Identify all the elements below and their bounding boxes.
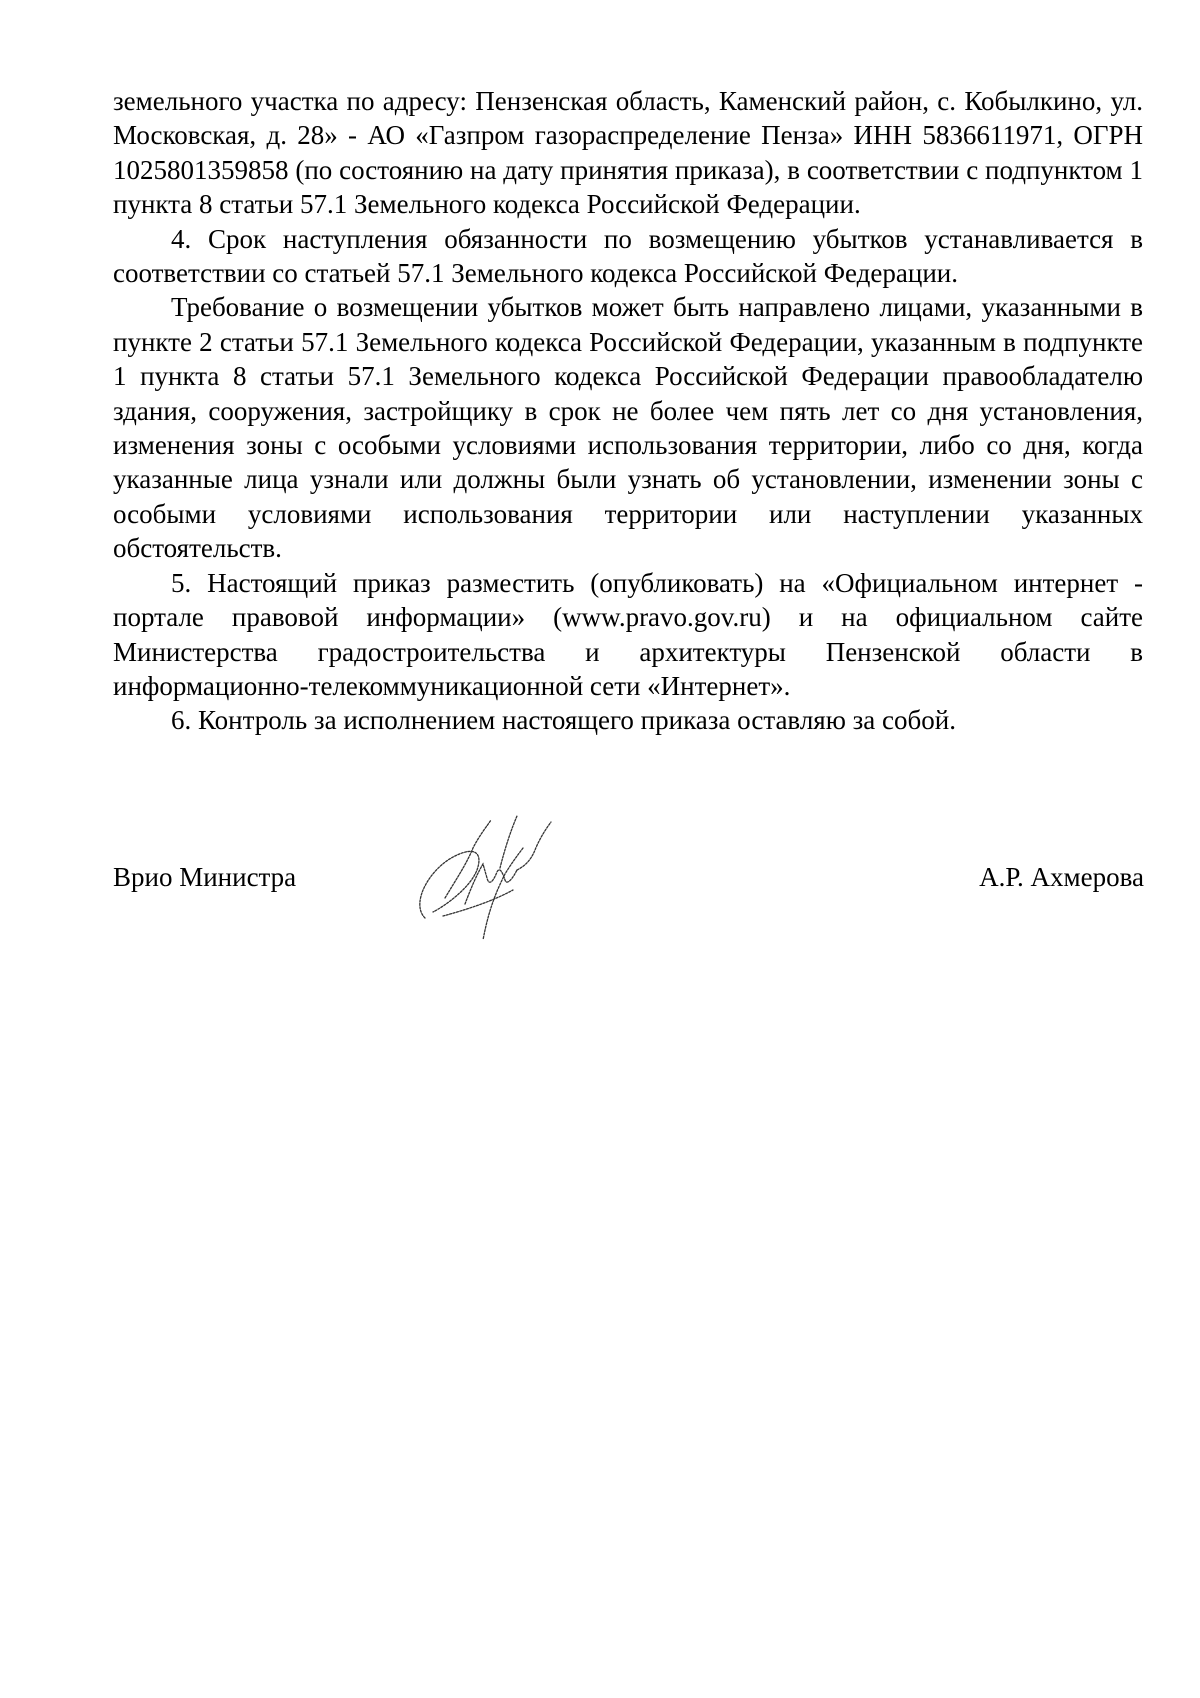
paragraph-item-4: 4. Срок наступления обязанности по возмещению убытков устанавливается в соответствии со статьей 57.1 Земельного кодекса Российской Федерации. — [113, 223, 1143, 289]
paragraph-item-5: 5. Настоящий приказ разместить (опубликовать) на «Официальном интернет - портале правовой информации» (www.pravo.gov.ru) и на официальном сайте Министерства градостроительства и архитектуры Пензенской области в информационно-телекоммуникационной сети «Интернет». — [113, 567, 1143, 701]
paragraph-continuation: земельного участка по адресу: Пензенская область, Каменский район, с. Кобылкино, ул. Московская, д. 28» - АО «Газпром газораспределение Пенза» ИНН 5836611971, ОГРН 1025801359858 (по состоянию на дату принятия приказа), в соответствии с подпунктом 1 пункта 8 статьи 57.1 Земельного кодекса Российской Федерации. — [113, 86, 1143, 220]
paragraph-damages-claim: Требование о возмещении убытков может быть направлено лицами, указанными в пункте 2 статьи 57.1 Земельного кодекса Российской Федерации, указанным в подпункте 1 пункта 8 статьи 57.1 Земельного кодекса Российской Федерации правообладателю здания, сооружения, застройщику в срок не более чем пять лет со дня установления, изменения зоны с особыми условиями использования территории, либо со дня, когда указанные лица узнали или должны были узнать об установлении, изменении зоны с особыми условиями использования территории или наступлении указанных обстоятельств. — [113, 292, 1143, 564]
signer-name: А.Р. Ахмерова — [979, 862, 1144, 892]
handwritten-signature — [405, 808, 585, 948]
paragraph-item-6: 6. Контроль за исполнением настоящего приказа оставляю за собой. — [171, 705, 956, 736]
signer-position-title: Врио Министра — [113, 862, 297, 892]
document-body — [113, 84, 1143, 738]
